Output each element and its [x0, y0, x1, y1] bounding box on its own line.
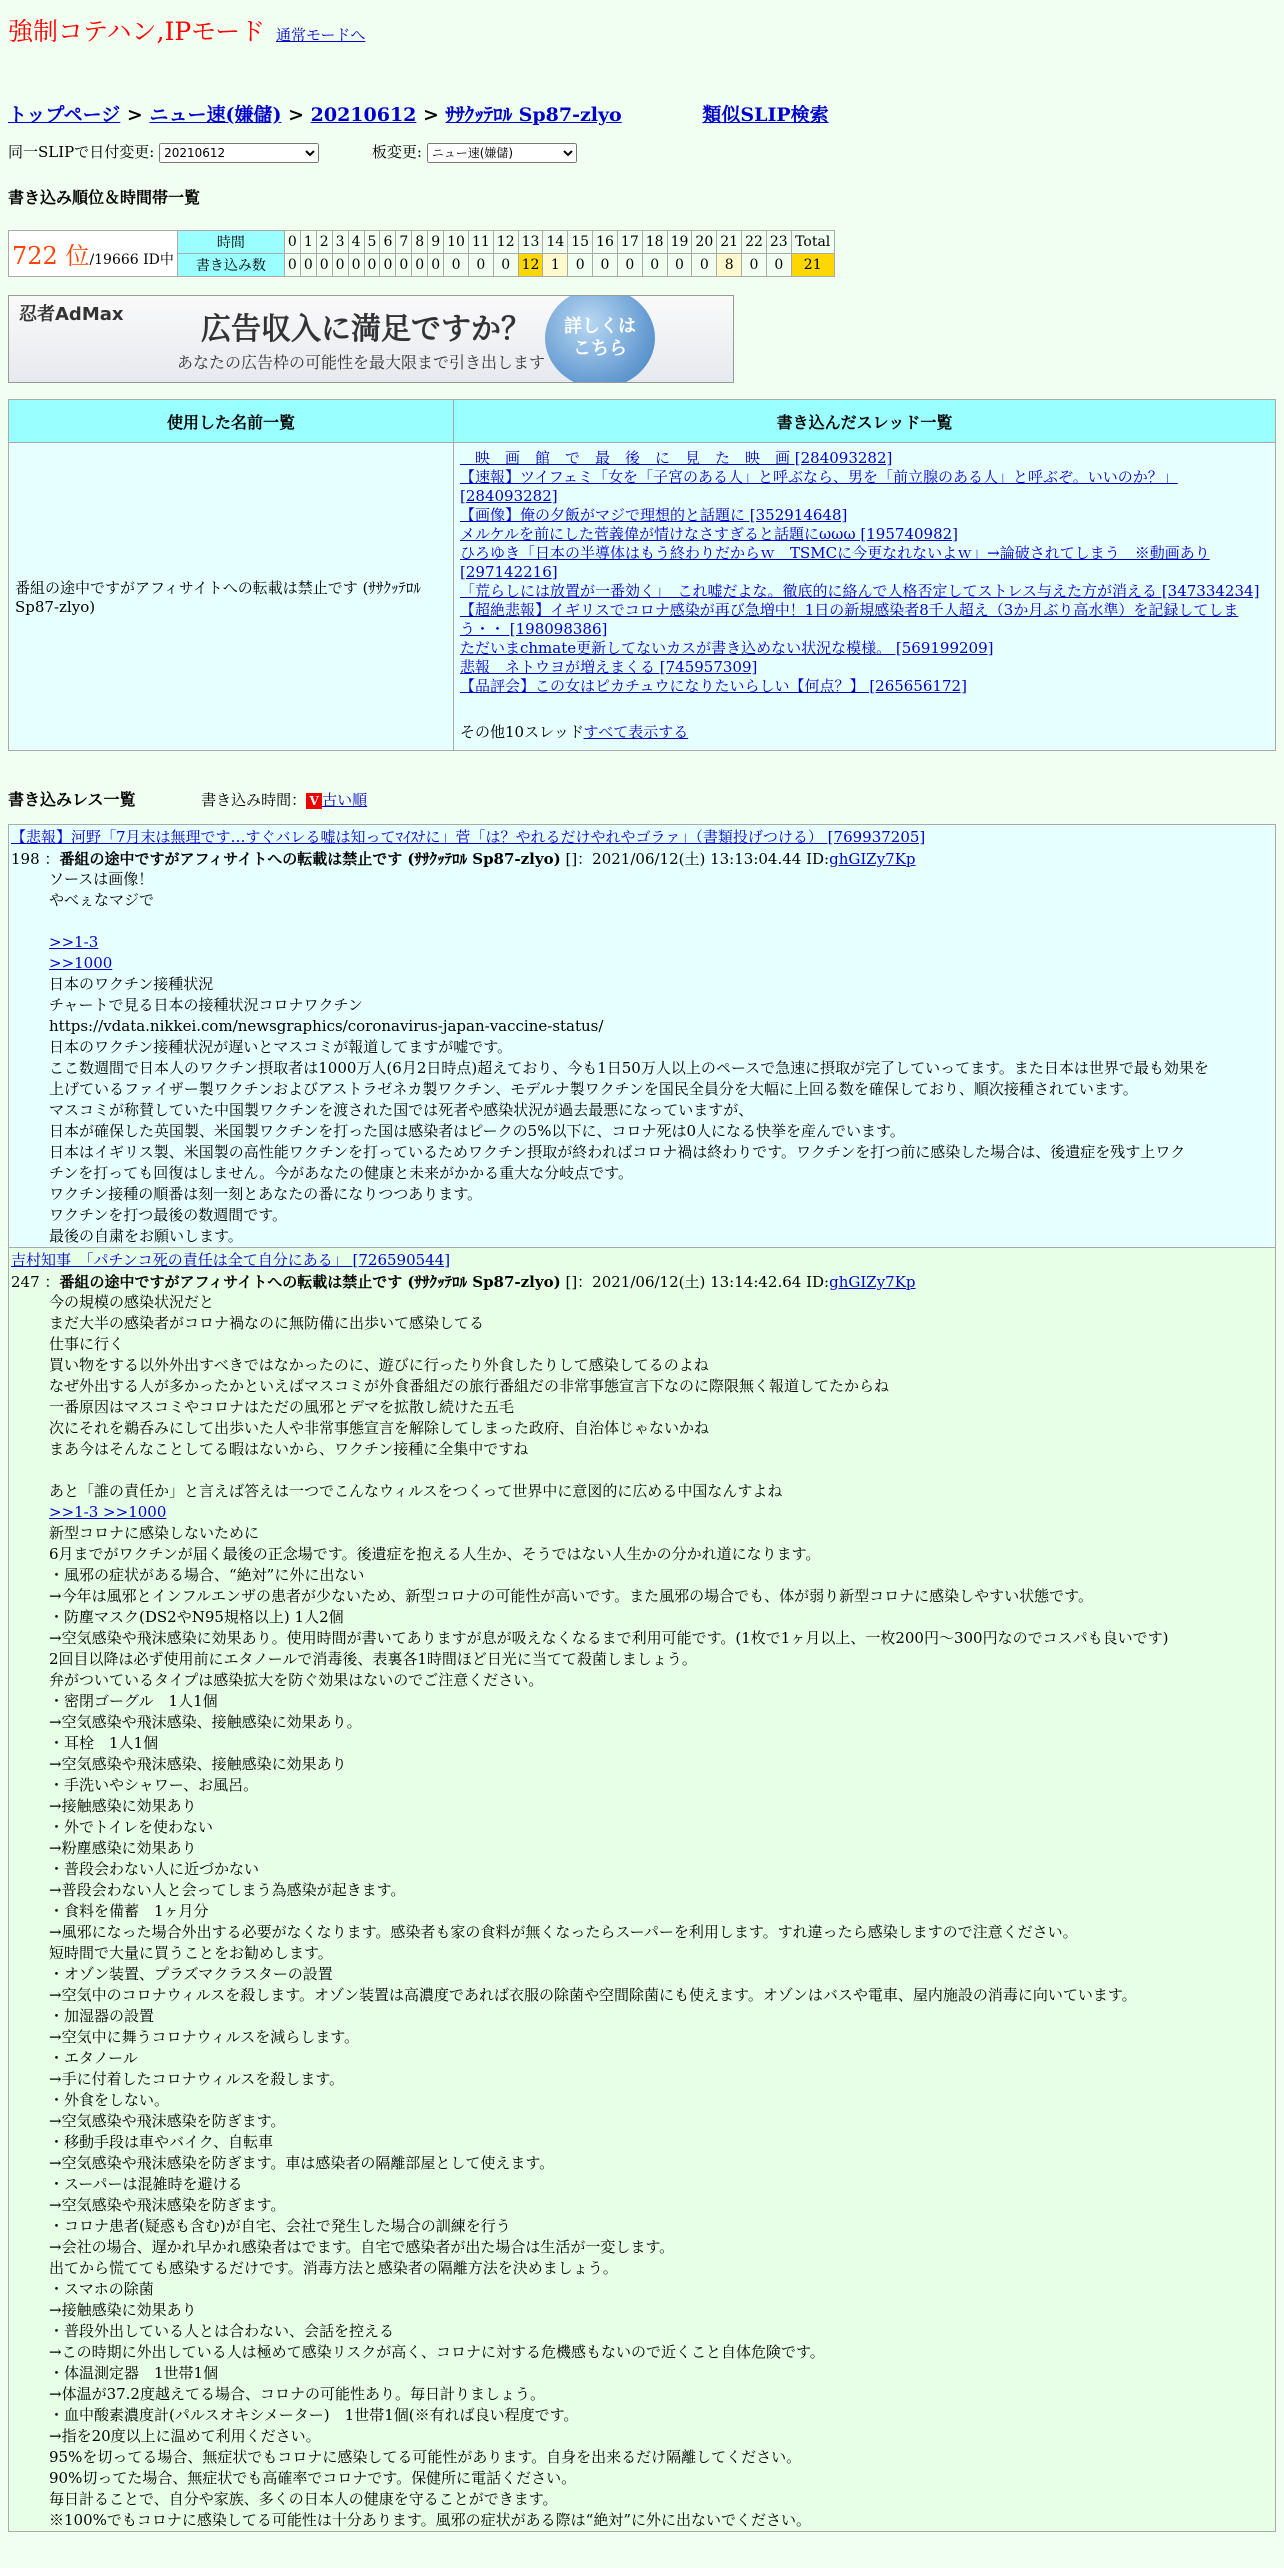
count-cell: 0: [284, 254, 300, 277]
post-line: チャートで見る日本の接種状況コロナワクチン: [49, 996, 363, 1014]
hour-cell: 1: [300, 231, 316, 254]
post-line: →会社の場合、遅かれ早かれ感染者はでます。自宅で感染者が出た場合は生活が一変します。: [49, 2238, 675, 2256]
post-meta: []：2021/06/12(土) 13:13:04.44 ID:: [565, 850, 830, 868]
posts-heading-row: [8, 787, 1276, 810]
post-header: [9, 849, 1275, 869]
date-select-label: 同一SLIPで日付変更:: [8, 143, 155, 161]
post-line: 上げているファイザー製ワクチンおよびアストラゼネカ製ワクチン、モデルナ製ワクチンを国民全員分を大幅に上回る数を確保しており、順次接種されています。: [49, 1080, 1138, 1098]
time-label: 時間: [177, 231, 284, 254]
thread-link[interactable]: 【速報】ツイフェミ「女を「子宮のある人」と呼ぶなら、男を「前立腺のある人」と呼ぶぞ。いいのか？」 [284093282]: [460, 468, 1178, 505]
count-cell: 1: [543, 254, 568, 277]
post-blank-line: [49, 1460, 1275, 1481]
threads-cell: [454, 443, 1276, 751]
rank-total-ids: /19666 ID中: [89, 252, 174, 268]
post-anchor-line: [49, 932, 1275, 953]
count-cell: 0: [667, 254, 692, 277]
post-line: まあ今はそんなことしてる暇はないから、ワクチン接種に全集中ですね: [49, 1440, 529, 1458]
post-line: ・防塵マスク(DS2やN95規格以上) 1人2個: [49, 1608, 344, 1626]
post-line: ・スーパーは混雑時を避ける: [49, 2175, 243, 2193]
post-body: [9, 1292, 1275, 2531]
hour-cell: 7: [396, 231, 412, 254]
post-line: チンを打っても回復はしません。今があなたの健康と未来がかかる重大な分岐点です。: [49, 1164, 633, 1182]
post-thread-title: [9, 825, 1275, 849]
post-line: →接触感染に効果あり: [49, 1797, 197, 1815]
post-line: 一番原因はマスコミやコロナはただの風邪とデマを拡散し続けた五毛: [49, 1398, 515, 1416]
hour-cell: 19: [667, 231, 692, 254]
post-line: ・スマホの除菌: [49, 2280, 154, 2298]
post-line: 日本のワクチン接種状況が遅いとマスコミが報道してますが嘘です。: [49, 1038, 513, 1056]
count-cell: 0: [493, 254, 518, 277]
post-line: ・移動手段は車やバイク、自転車: [49, 2133, 274, 2151]
post-thread-title: [9, 1248, 1275, 1272]
normal-mode-link[interactable]: 通常モードへ: [275, 26, 366, 44]
post-line: ソースは画像！: [49, 870, 154, 888]
count-cell: 0: [742, 254, 767, 277]
count-cell: 0: [692, 254, 717, 277]
sort-control: [201, 791, 367, 809]
post-line: →接触感染に効果あり: [49, 2301, 197, 2319]
count-cell: 0: [617, 254, 642, 277]
other-threads-prefix: その他10スレッド: [460, 723, 584, 741]
post-line: →この時期に外出している人は極めて感染リスクが高く、コロナに対する危機感もないので近くこと自体危険です。: [49, 2343, 825, 2361]
hour-cell: 15: [568, 231, 593, 254]
selectors: [8, 141, 1276, 163]
post-line: ・食料を備蓄 1ヶ月分: [49, 1902, 209, 1920]
ad-banner[interactable]: [8, 295, 734, 383]
post-line: ・耳栓 1人1個: [49, 1734, 159, 1752]
post-line: ・エタノール: [49, 2049, 138, 2067]
count-cell: 0: [428, 254, 444, 277]
post-line: 弁がついているタイプは感染拡大を防ぐ効果はないのでご注意ください。: [49, 1671, 544, 1689]
count-cell: 0: [348, 254, 364, 277]
count-cell: 0: [593, 254, 618, 277]
post-line: ・密閉ゴーグル 1人1個: [49, 1692, 218, 1710]
count-cell: 0: [444, 254, 469, 277]
count-cell: 0: [642, 254, 667, 277]
post-line: やべぇなマジで: [49, 891, 155, 909]
post-line: あと「誰の責任か」と言えば答えは一つでこんなウィルスをつくって世界中に意図的に広める中国なんすよね: [49, 1482, 783, 1500]
post-line: →粉塵感染に効果あり: [49, 1839, 197, 1857]
hour-cell: 5: [364, 231, 380, 254]
post-line: 今の規模の感染状況だと: [49, 1293, 215, 1311]
post-sep: ：: [44, 1273, 60, 1291]
post: [8, 824, 1276, 1248]
post-header: [9, 1272, 1275, 1292]
post-line: ここ数週間で日本人のワクチン摂取者は1000万人(6月2日時点)超えており、今も1日50万人以上のペースで急速に摂取が完了していってます。また日本は世界で最も効果を: [49, 1059, 1209, 1077]
rank-number: 722 位: [12, 242, 90, 270]
count-cell: 0: [568, 254, 593, 277]
count-cell: 0: [332, 254, 348, 277]
post-line: →空気感染や飛沫感染に効果あり。使用時間が書いてありますが息が吸えなくなるまで利用可能です。(1枚で1ヶ月以上、一枚200円〜300円なのでコスパも良いです): [49, 1629, 1169, 1647]
count-cell: 0: [412, 254, 428, 277]
post-author: 番組の途中ですがアフィサイトへの転載は禁止です (ｻｻｸｯﾃﾛﾙ Sp87-zlyo): [59, 1273, 561, 1291]
hour-cell: 18: [642, 231, 667, 254]
show-all-link[interactable]: すべて表示する: [583, 723, 689, 741]
board-select[interactable]: [427, 143, 577, 163]
post-line: ・血中酸素濃度計(パルスオキシメーター) 1世帯1個(※有れば良い程度です。: [49, 2406, 579, 2424]
ad-headline: 広告収入に満足ですか？: [201, 312, 531, 347]
post-anchor-line: [49, 1502, 1275, 1523]
post-line: 短時間で大量に買うことをお勧めします。: [49, 1944, 333, 1962]
hour-cell: 10: [444, 231, 469, 254]
hour-cell: 14: [543, 231, 568, 254]
post-line: ・オゾン装置、プラズマクラスターの設置: [49, 1965, 333, 1983]
post-line: ・風邪の症状がある場合、“絶対”に外に出ない: [49, 1566, 365, 1584]
post-line: 出てから慌てても感染するだけです。消毒方法と感染者の隔離方法を決めましょう。: [49, 2259, 618, 2277]
used-name: 番組の途中ですがアフィサイトへの転載は禁止です (ｻｻｸｯﾃﾛﾙ Sp87-zlyo): [15, 579, 421, 616]
thread-link[interactable]: 悲報 ネトウヨが増えまくる [745957309]: [460, 658, 758, 676]
thread-link[interactable]: 【品評会】この女はピカチュウになりたいらしい【何点？】 [265656172]: [460, 677, 967, 695]
post-thread-link[interactable]: 【悲報】河野「7月末は無理です…すぐバレる嘘は知ってﾏｲｽﾅに」菅「は？やれるだけやれやゴラァ」（書類投げつける） [769937205]: [11, 828, 926, 846]
post-line: 日本が確保した英国製、米国製ワクチンを打った国は感染者はピークの5%以下に、コロナ死は0人になる快挙を産んでいます。: [49, 1122, 905, 1140]
post-line: なぜ外出する人が多かったかといえばマスコミが外食番組だの旅行番組だの非常事態宣言下なのに際限無く報道してたからね: [49, 1377, 890, 1395]
thread-link[interactable]: ただいまchmate更新してないカスが書き込めない状況な模様。 [569199209]: [460, 639, 994, 657]
breadcrumb-top[interactable]: トップページ: [8, 104, 121, 126]
post-line: →指を20度以上に温めて利用ください。: [49, 2427, 321, 2445]
hour-cell: 4: [348, 231, 364, 254]
total-value: 21: [791, 254, 834, 277]
breadcrumb-sep: >: [126, 104, 143, 126]
breadcrumb-sep: >: [423, 104, 439, 126]
hour-cell: 3: [332, 231, 348, 254]
post-line: 仕事に行く: [49, 1335, 125, 1353]
post-line: 新型コロナに感染しないために: [49, 1524, 260, 1542]
count-cell: 0: [766, 254, 791, 277]
ranking-heading: 書き込み順位＆時間帯一覧: [8, 188, 201, 207]
post-number: 247: [11, 1273, 40, 1291]
hour-cell: 16: [593, 231, 618, 254]
post-line: https://vdata.nikkei.com/newsgraphics/coronavirus-japan-vaccine-status/: [49, 1017, 604, 1035]
post-line: ワクチンを打つ最後の数週間です。: [49, 1206, 288, 1224]
breadcrumb-board[interactable]: ニュー速(嫌儲): [149, 104, 282, 126]
sort-oldest-link[interactable]: 古い順: [322, 791, 368, 809]
count-cell: 12: [518, 254, 543, 277]
thread-link[interactable]: 【画像】俺の夕飯がマジで理想的と話題に [352914648]: [460, 506, 848, 524]
post-line: →空気中に舞うコロナウィルスを減らします。: [49, 2028, 360, 2046]
post-line: →今年は風邪とインフルエンザの患者が少ないため、新型コロナの可能性が高いです。また風邪の場合でも、体が弱り新型コロナに感染しやすい状態です。: [49, 1587, 1093, 1605]
ad-details-button[interactable]: [545, 295, 655, 383]
posts-heading: 書き込みレス一覧: [8, 790, 136, 809]
board-select-label: 板変更:: [371, 143, 422, 161]
breadcrumb-date[interactable]: 20210612: [310, 104, 417, 126]
hour-cell: 13: [518, 231, 543, 254]
header: [8, 12, 1276, 48]
count-label: 書き込み数: [177, 254, 284, 277]
post-line: →普段会わない人と会ってしまう為感染が起きます。: [49, 1881, 406, 1899]
hour-cell: 22: [742, 231, 767, 254]
post-thread-link[interactable]: 吉村知事 「パチンコ死の責任は全て自分にある」 [726590544]: [11, 1251, 451, 1269]
count-cell: 0: [380, 254, 396, 277]
post-line: →空気中のコロナウィルスを殺します。オゾン装置は高濃度であれば衣服の除菌や空間除菌にも使えます。オゾンはバスや電車、屋内施設の消毒に向いています。: [49, 1986, 1137, 2004]
post-line: →空気感染や飛沫感染を防ぎます。: [49, 2196, 286, 2214]
hour-cell: 12: [493, 231, 518, 254]
post-line: 90%切ってた場合、無症状でも高確率でコロナです。保健所に電話ください。: [49, 2469, 577, 2487]
hour-cell: 0: [284, 231, 300, 254]
post-line: 日本のワクチン接種状況: [49, 975, 214, 993]
post-line: ・普段会わない人に近づかない: [49, 1860, 260, 1878]
post-line: ・加湿器の設置: [49, 2007, 155, 2025]
post-line: ワクチン接種の順番は刻一刻とあなたの番になりつつあります。: [49, 1185, 483, 1203]
rank-cell: [9, 231, 178, 277]
breadcrumb-slip[interactable]: ｻｻｸｯﾃﾛﾙ Sp87-zlyo: [445, 104, 622, 126]
post-line: →手に付着したコロナウィルスを殺します。: [49, 2070, 345, 2088]
ad-subtext: あなたの広告枠の可能性を最大限まで引き出します: [177, 353, 546, 372]
post-line: 6月までがワクチンが届く最後の正念場です。後遺症を抱える人生か、そうではない人生かの分かれ道になります。: [49, 1545, 821, 1563]
similar-slip-search-link[interactable]: 類似SLIP検索: [702, 104, 829, 126]
post-blank-line: [49, 911, 1275, 932]
date-select[interactable]: [159, 143, 319, 163]
thread-link[interactable]: 映 画 館 で 最 後 に 見 た 映 画 [284093282]: [460, 449, 893, 467]
post-author: 番組の途中ですがアフィサイトへの転載は禁止です (ｻｻｸｯﾃﾛﾙ Sp87-zlyo): [59, 850, 561, 868]
post-id-link[interactable]: ghGIZy7Kp: [829, 1273, 916, 1291]
post-anchor-link[interactable]: >>1-3 >>1000: [49, 1503, 167, 1521]
post-line: →空気感染や飛沫感染を防ぎます。車は感染者の隔離部屋として使えます。: [49, 2154, 555, 2172]
post-anchor-link[interactable]: >>1-3: [49, 933, 99, 951]
hour-cell: 11: [468, 231, 493, 254]
post-line: →空気感染や飛沫感染、接触感染に効果あり。: [49, 1713, 362, 1731]
breadcrumb: [8, 100, 1276, 127]
count-cell: 0: [300, 254, 316, 277]
ad-brand-logo: 忍者AdMax: [19, 304, 124, 325]
post-line: 毎日計ることで、自分や家族、多くの日本人の健康を守ることができます。: [49, 2490, 558, 2508]
count-cell: 0: [396, 254, 412, 277]
hour-cell: 9: [428, 231, 444, 254]
post-line: ※100%でもコロナに感染してる可能性は十分あります。風邪の症状がある際は“絶対”に外に出ないでください。: [49, 2511, 812, 2529]
count-cell: 0: [316, 254, 332, 277]
post-line: 次にそれを鵜呑みにして出歩いた人や非常事態宣言を解除してしまった政府、自治体じゃないかね: [49, 1419, 710, 1437]
post-line: 95%を切ってる場合、無症状でもコロナに感染してる可能性があります。自身を出来るだけ隔離してください。: [49, 2448, 802, 2466]
post-line: マスコミが称賛していた中国製ワクチンを渡された国では死者や感染状況が過去最悪になっていますが、: [49, 1101, 754, 1119]
total-label: Total: [791, 231, 834, 254]
post-line: ・コロナ患者(疑惑も含む)が自宅、会社で発生した場合の訓練を行う: [49, 2217, 511, 2235]
hour-cell: 8: [412, 231, 428, 254]
hour-cell: 2: [316, 231, 332, 254]
post-line: 最後の自粛をお願いします。: [49, 1227, 243, 1245]
post-line: 買い物をする以外外出すべきではなかったのに、遊びに行ったり外食したりして感染してるのよね: [49, 1356, 709, 1374]
breadcrumb-sep: >: [288, 104, 304, 126]
post-line: →風邪になった場合外出する必要がなくなります。感染者も家の食料が無くなったらスーパーを利用します。すれ違ったら感染しますので注意ください。: [49, 1923, 1078, 1941]
post-line: 2回目以降は必ず使用前にエタノールで消毒後、表裏各1時間ほど日光に当てて殺菌しましょう。: [49, 1650, 697, 1668]
ad-badge-text: 詳しくは こちら: [564, 316, 636, 359]
count-cell: 0: [364, 254, 380, 277]
post-line: ・手洗いやシャワー、お風呂。: [49, 1776, 259, 1794]
post-id-link[interactable]: ghGIZy7Kp: [829, 850, 916, 868]
hour-cell: 21: [717, 231, 742, 254]
thread-link[interactable]: ひろゆき「日本の半導体はもう終わりだからｗ TSMCに今更なれないよｗ」→論破されてしまう ※動画あり [297142216]: [460, 544, 1210, 581]
hour-cell: 6: [380, 231, 396, 254]
sort-order-icon[interactable]: V: [306, 793, 322, 809]
post-anchor-line: [49, 953, 1275, 974]
hour-cell: 23: [766, 231, 791, 254]
post-anchor-link[interactable]: >>1000: [49, 954, 113, 972]
post-line: ・外食をしない。: [49, 2091, 170, 2109]
thread-link[interactable]: 【超絶悲報】イギリスでコロナ感染が再び急増中！1日の新規感染者8千人超え（3か月ぶり高水準）を記録してしまう・・ [198098386]: [460, 601, 1239, 638]
post-line: ・体温測定器 1世帯1個: [49, 2364, 219, 2382]
post-line: まだ大半の感染者がコロナ禍なのに無防備に出歩いて感染してる: [49, 1314, 485, 1332]
thread-link[interactable]: メルケルを前にした菅義偉が情けなさすぎると話題にωωω [195740982]: [460, 525, 959, 543]
sort-label: 書き込み時間：: [201, 791, 307, 809]
post-line: →空気感染や飛沫感染を防ぎます。: [49, 2112, 286, 2130]
count-cell: 0: [468, 254, 493, 277]
other-threads: [460, 704, 1269, 742]
post-number: 198: [11, 850, 40, 868]
hour-cell: 17: [617, 231, 642, 254]
post-line: →体温が37.2度越えてる場合、コロナの可能性あり。毎日計りましょう。: [49, 2385, 545, 2403]
threads-header: 書き込んだスレッド一覧: [454, 400, 1276, 443]
count-cell: 8: [717, 254, 742, 277]
names-threads-table: [8, 399, 1276, 751]
post-body: [9, 869, 1275, 1247]
hour-cell: 20: [692, 231, 717, 254]
post-line: 日本はイギリス製、米国製の高性能ワクチンを打っているためワクチン摂取が終わればコロナ禍は終わりです。ワクチンを打つ前に感染した場合は、後遺症を残す上ワク: [49, 1143, 1186, 1161]
post: [8, 1248, 1276, 2532]
name-cell: [9, 443, 454, 751]
names-header: 使用した名前一覧: [9, 400, 454, 443]
post-line: ・外でトイレを使わない: [49, 1818, 213, 1836]
ranking-table: [8, 230, 835, 277]
post-line: ・普段外出している人とは合わない、会話を控える: [49, 2322, 395, 2340]
post-sep: ：: [44, 850, 60, 868]
thread-link[interactable]: 「荒らしには放置が一番効く」 これ嘘だよな。徹底的に絡んで人格否定してストレス与えた方が消える [347334234]: [460, 582, 1260, 600]
post-line: →空気感染や飛沫感染、接触感染に効果あり: [49, 1755, 347, 1773]
page-title: 強制コテハン,IPモード: [8, 17, 266, 46]
post-meta: []：2021/06/12(土) 13:14:42.64 ID:: [565, 1273, 830, 1291]
